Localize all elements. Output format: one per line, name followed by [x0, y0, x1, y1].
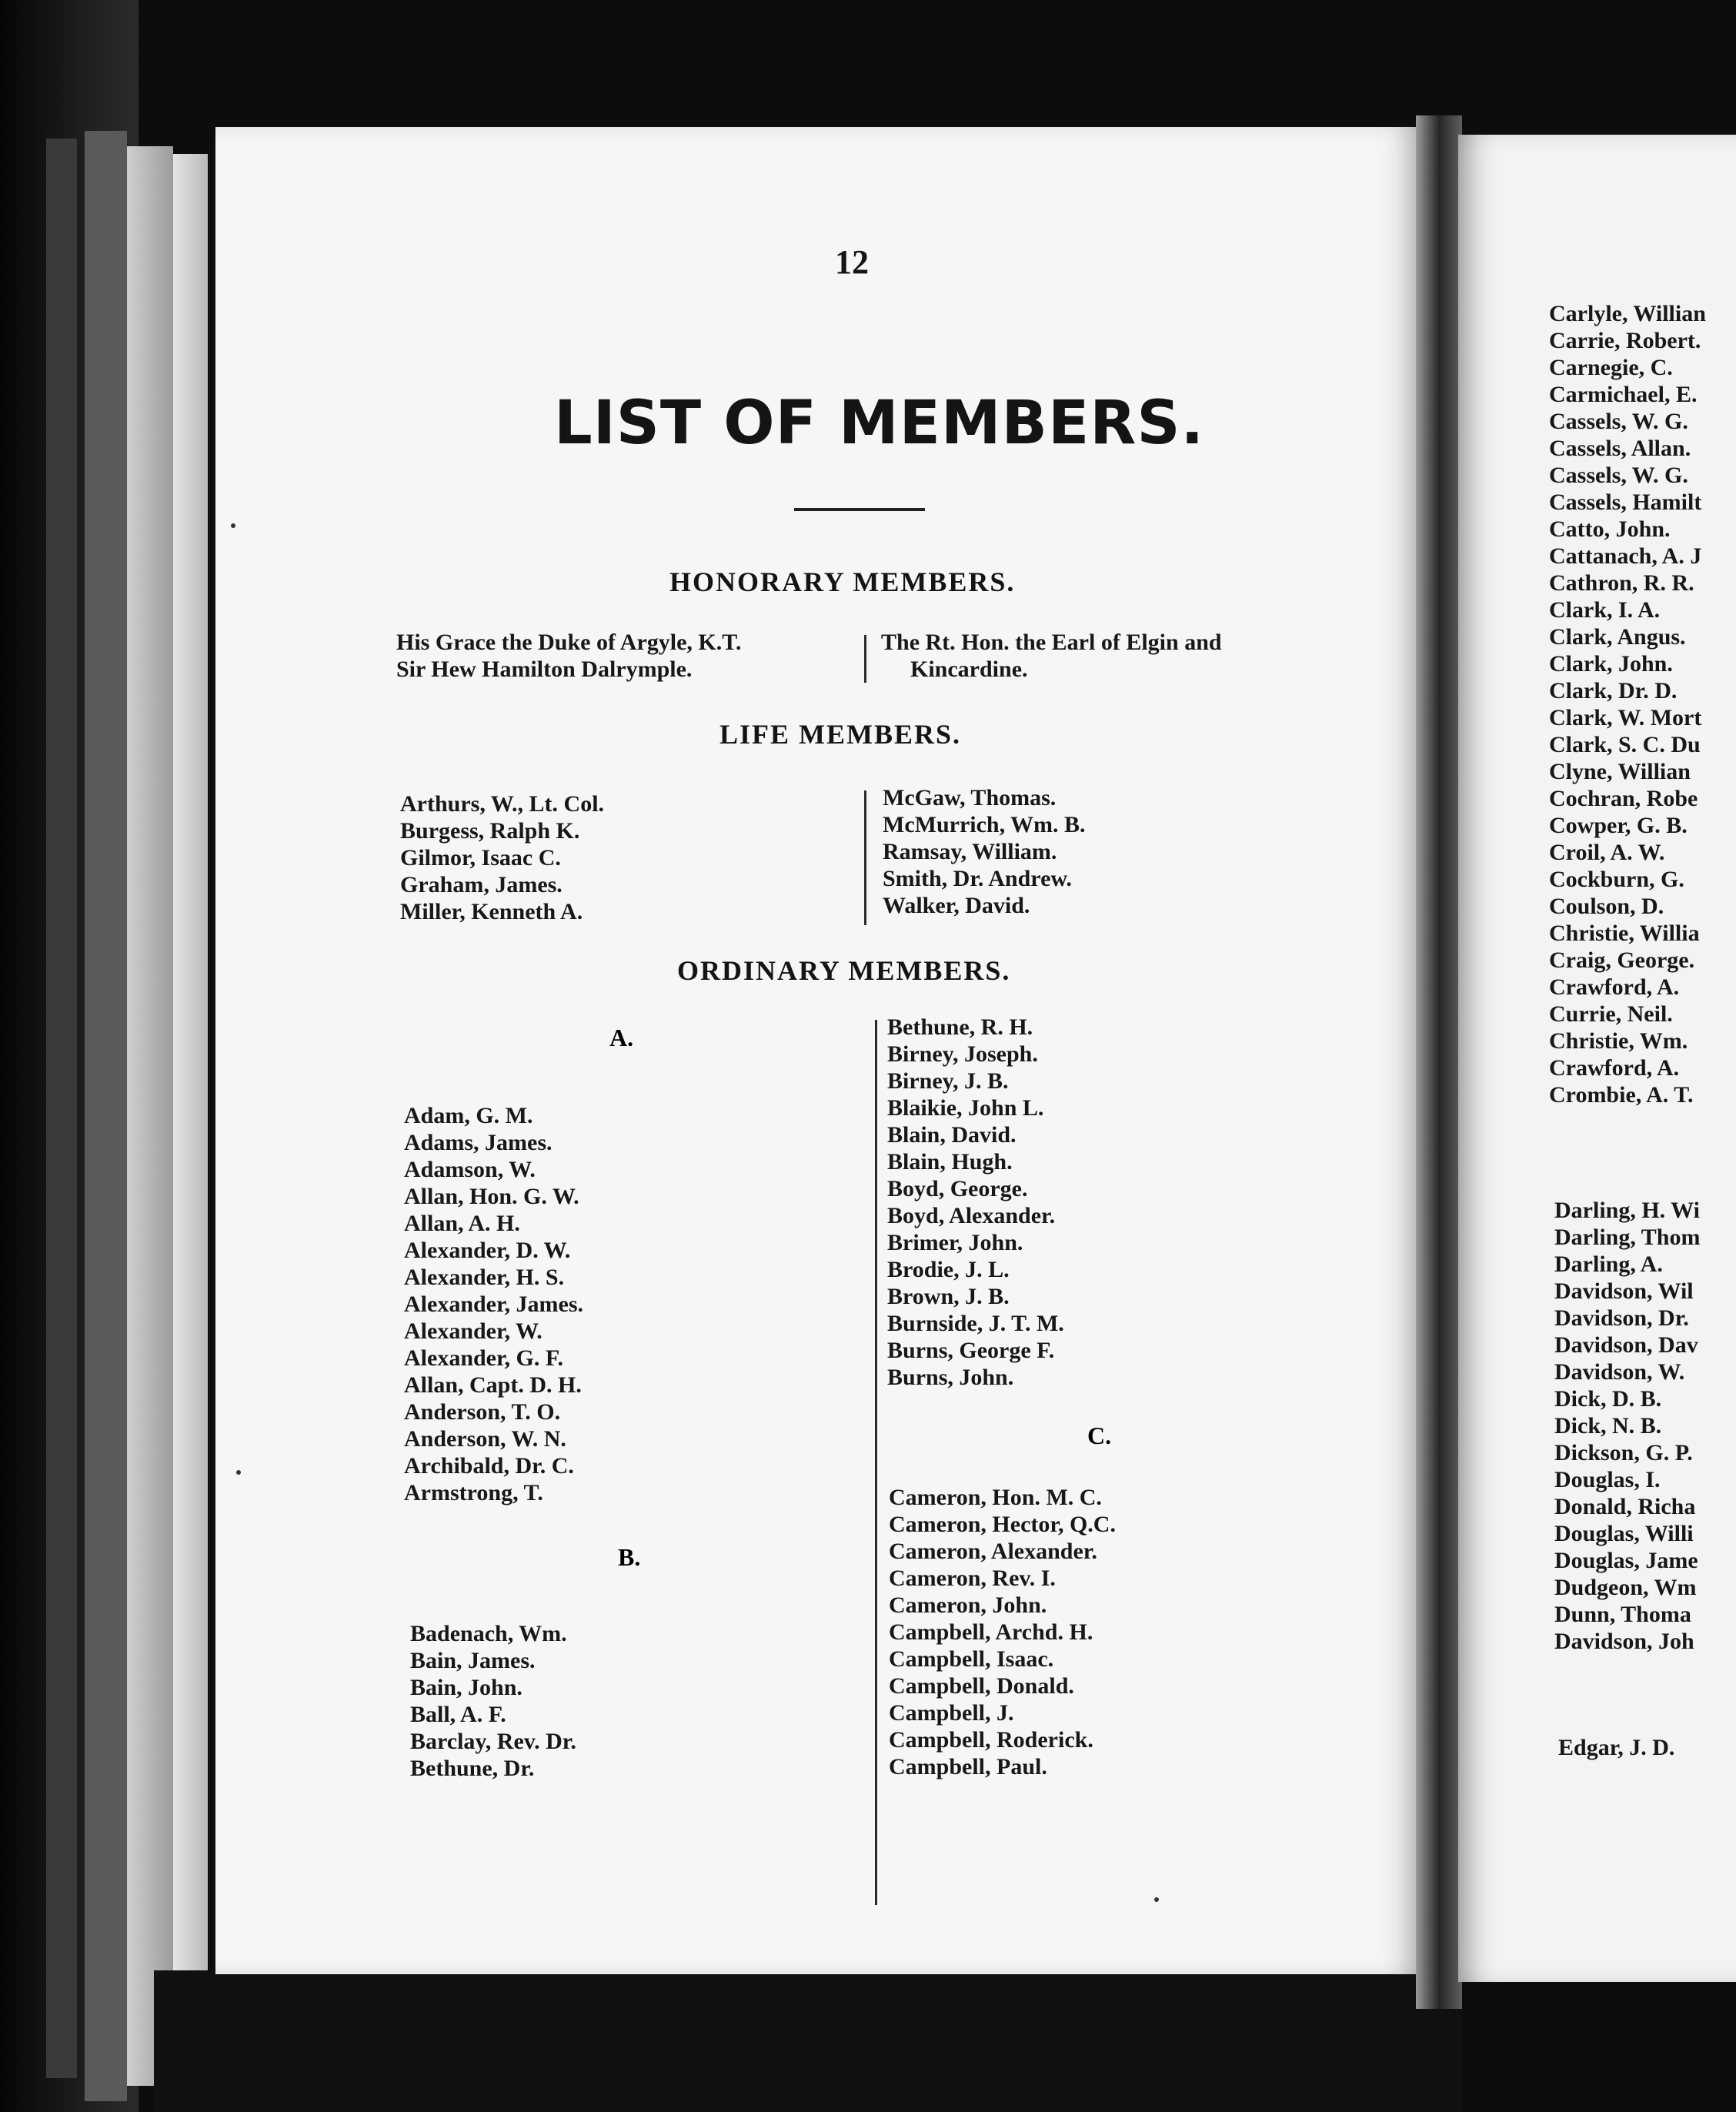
list-item: Blain, Hugh. — [887, 1149, 1013, 1175]
speck — [231, 523, 235, 528]
list-item: Allan, Hon. G. W. — [404, 1184, 579, 1209]
list-item: Bain, James. — [410, 1648, 536, 1673]
list-item: Davidson, Dr. — [1554, 1305, 1689, 1331]
list-item: Arthurs, W., Lt. Col. — [400, 791, 605, 817]
list-item: Crawford, A. — [1549, 1055, 1680, 1081]
list-item: Clark, S. C. Du — [1549, 732, 1701, 757]
list-item: Sir Hew Hamilton Dalrymple. — [396, 657, 693, 682]
page-stack-edge — [127, 146, 173, 2086]
book-gutter — [1416, 115, 1462, 2009]
life-right-column — [883, 784, 1086, 919]
list-item: Davidson, Wil — [1554, 1278, 1694, 1304]
list-item: Campbell, Donald. — [889, 1673, 1074, 1699]
list-item: Clyne, Willian — [1549, 759, 1691, 784]
list-item: Miller, Kenneth A. — [400, 899, 583, 924]
page-stack-edge — [173, 154, 208, 2047]
list-item: Burgess, Ralph K. — [400, 818, 580, 844]
list-item: Badenach, Wm. — [410, 1621, 567, 1646]
list-item: Burnside, J. T. M. — [887, 1311, 1064, 1336]
list-item: Davidson, W. — [1554, 1359, 1685, 1385]
list-item: Carmichael, E. — [1549, 382, 1698, 407]
book-binding-edge — [46, 139, 77, 2078]
list-item: Ball, A. F. — [410, 1702, 506, 1727]
life-left-column — [400, 790, 604, 925]
list-item: Archibald, Dr. C. — [404, 1453, 574, 1479]
speck — [236, 1470, 241, 1475]
list-item: Blain, David. — [887, 1122, 1017, 1148]
list-item: Donald, Richa — [1554, 1494, 1696, 1519]
ordinary-b-right-column — [887, 1014, 1064, 1391]
list-item: Catto, John. — [1549, 516, 1671, 542]
list-item: Dick, N. B. — [1554, 1413, 1662, 1439]
title-rule — [794, 508, 925, 511]
list-item: Blaikie, John L. — [887, 1095, 1044, 1121]
list-item: Gilmor, Isaac C. — [400, 845, 561, 871]
list-item: Anderson, W. N. — [404, 1426, 566, 1452]
list-item: Dudgeon, Wm — [1554, 1575, 1697, 1600]
list-item: Cassels, W. G. — [1549, 409, 1688, 434]
list-item: Clark, Angus. — [1549, 624, 1686, 650]
list-item: Campbell, Isaac. — [889, 1646, 1054, 1672]
ordinary-a-column — [404, 1102, 583, 1506]
list-item: Coulson, D. — [1549, 894, 1664, 919]
list-item: Cameron, Alexander. — [889, 1539, 1097, 1564]
list-item: Edgar, J. D. — [1558, 1735, 1675, 1760]
list-item: Christie, Willia — [1549, 921, 1700, 946]
list-item: Dickson, G. P. — [1554, 1440, 1693, 1465]
honorary-heading: HONORARY MEMBERS. — [669, 566, 1016, 597]
list-item: Walker, David. — [883, 893, 1030, 918]
letter-heading-a: A. — [609, 1024, 634, 1051]
list-item: Cassels, W. G. — [1549, 463, 1688, 488]
ordinary-c-column — [889, 1484, 1116, 1780]
list-item: Alexander, W. — [404, 1318, 542, 1344]
list-item: Cathron, R. R. — [1549, 570, 1694, 596]
list-item: Barclay, Rev. Dr. — [410, 1729, 576, 1754]
column-divider — [864, 635, 866, 683]
list-item: Darling, Thom — [1554, 1225, 1701, 1250]
list-item: Craig, George. — [1549, 947, 1695, 973]
list-item: Currie, Neil. — [1549, 1001, 1673, 1027]
bottom-shadow — [154, 1970, 1462, 2112]
facing-page-e-column — [1558, 1734, 1674, 1761]
list-item: Cameron, Hon. M. C. — [889, 1485, 1102, 1510]
list-item: Kincardine. — [910, 657, 1028, 682]
list-item: Allan, Capt. D. H. — [404, 1372, 582, 1398]
list-item: Carnegie, C. — [1549, 355, 1673, 380]
list-item: Cameron, Hector, Q.C. — [889, 1512, 1116, 1537]
list-item: Adams, James. — [404, 1130, 553, 1155]
list-item: Clark, W. Mort — [1549, 705, 1702, 730]
list-item: Campbell, Archd. H. — [889, 1619, 1093, 1645]
list-item: Dick, D. B. — [1554, 1386, 1662, 1412]
column-divider — [875, 1020, 877, 1905]
list-item: Alexander, James. — [404, 1292, 584, 1317]
list-item: Cattanach, A. J — [1549, 543, 1702, 569]
list-item: Anderson, T. O. — [404, 1399, 561, 1425]
list-item: Campbell, Roderick. — [889, 1727, 1093, 1753]
ordinary-b-column — [410, 1620, 576, 1782]
list-item: Cassels, Allan. — [1549, 436, 1691, 461]
list-item: Cassels, Hamilt — [1549, 490, 1702, 515]
list-item: Adamson, W. — [404, 1157, 536, 1182]
list-item: Davidson, Joh — [1554, 1629, 1694, 1654]
list-item: Boyd, Alexander. — [887, 1203, 1056, 1228]
list-item: Croil, A. W. — [1549, 840, 1665, 865]
book-binding-edge — [85, 131, 127, 2101]
list-item: Campbell, Paul. — [889, 1754, 1047, 1779]
list-item: Burns, George F. — [887, 1338, 1055, 1363]
page-number: 12 — [835, 243, 869, 281]
ordinary-heading: ORDINARY MEMBERS. — [677, 955, 1011, 986]
list-item: His Grace the Duke of Argyle, K.T. — [396, 630, 742, 655]
list-item: Birney, J. B. — [887, 1068, 1009, 1094]
left-page — [215, 127, 1420, 1974]
list-item: Graham, James. — [400, 872, 563, 897]
list-item: Cochran, Robe — [1549, 786, 1698, 811]
honorary-right-column — [881, 629, 1222, 683]
list-item: Allan, A. H. — [404, 1211, 520, 1236]
column-divider — [864, 790, 866, 925]
facing-page-c-column — [1549, 300, 1706, 1108]
list-item: McMurrich, Wm. B. — [883, 812, 1086, 837]
honorary-left-column — [396, 629, 742, 683]
list-item: Crawford, A. — [1549, 974, 1680, 1000]
list-item: Cowper, G. B. — [1549, 813, 1688, 838]
list-item: Ramsay, William. — [883, 839, 1057, 864]
list-item: Douglas, Jame — [1554, 1548, 1698, 1573]
list-item: Bethune, R. H. — [887, 1014, 1033, 1040]
list-item: Boyd, George. — [887, 1176, 1028, 1201]
list-item: Brimer, John. — [887, 1230, 1023, 1255]
list-item: Dunn, Thoma — [1554, 1602, 1691, 1627]
list-item: Brodie, J. L. — [887, 1257, 1010, 1282]
list-item: Clark, I. A. — [1549, 597, 1661, 623]
list-item: Carlyle, Willian — [1549, 301, 1706, 326]
list-item: Adam, G. M. — [404, 1103, 533, 1128]
list-item: Alexander, H. S. — [404, 1265, 565, 1290]
list-item: Darling, H. Wi — [1554, 1198, 1700, 1223]
speck — [1154, 1897, 1159, 1902]
facing-page-d-column — [1554, 1197, 1700, 1655]
list-item: Cameron, John. — [889, 1592, 1047, 1618]
list-item: Armstrong, T. — [404, 1480, 543, 1505]
list-item: Burns, John. — [887, 1365, 1014, 1390]
list-item: Birney, Joseph. — [887, 1041, 1038, 1067]
list-item: Davidson, Dav — [1554, 1332, 1698, 1358]
life-heading: LIFE MEMBERS. — [719, 719, 962, 750]
list-item: Bethune, Dr. — [410, 1756, 535, 1781]
letter-heading-c: C. — [1087, 1422, 1112, 1449]
list-item: Alexander, D. W. — [404, 1238, 571, 1263]
right-page — [1458, 135, 1736, 1982]
list-item: Clark, John. — [1549, 651, 1673, 677]
letter-heading-b: B. — [618, 1543, 641, 1571]
list-item: Douglas, Willi — [1554, 1521, 1694, 1546]
list-item: Crombie, A. T. — [1549, 1082, 1694, 1108]
list-item: Christie, Wm. — [1549, 1028, 1688, 1054]
list-item: Cockburn, G. — [1549, 867, 1684, 892]
list-item: Clark, Dr. D. — [1549, 678, 1678, 703]
list-item: Darling, A. — [1554, 1251, 1663, 1277]
list-item: Smith, Dr. Andrew. — [883, 866, 1072, 891]
list-item: Cameron, Rev. I. — [889, 1566, 1056, 1591]
list-item: Alexander, G. F. — [404, 1345, 563, 1371]
list-item: Douglas, I. — [1554, 1467, 1661, 1492]
list-item: Carrie, Robert. — [1549, 328, 1701, 353]
page-title: LIST OF MEMBERS. — [554, 389, 1205, 458]
list-item: Brown, J. B. — [887, 1284, 1010, 1309]
list-item: Campbell, J. — [889, 1700, 1014, 1726]
list-item: McGaw, Thomas. — [883, 785, 1057, 810]
list-item: Bain, John. — [410, 1675, 522, 1700]
list-item: The Rt. Hon. the Earl of Elgin and — [881, 630, 1222, 655]
